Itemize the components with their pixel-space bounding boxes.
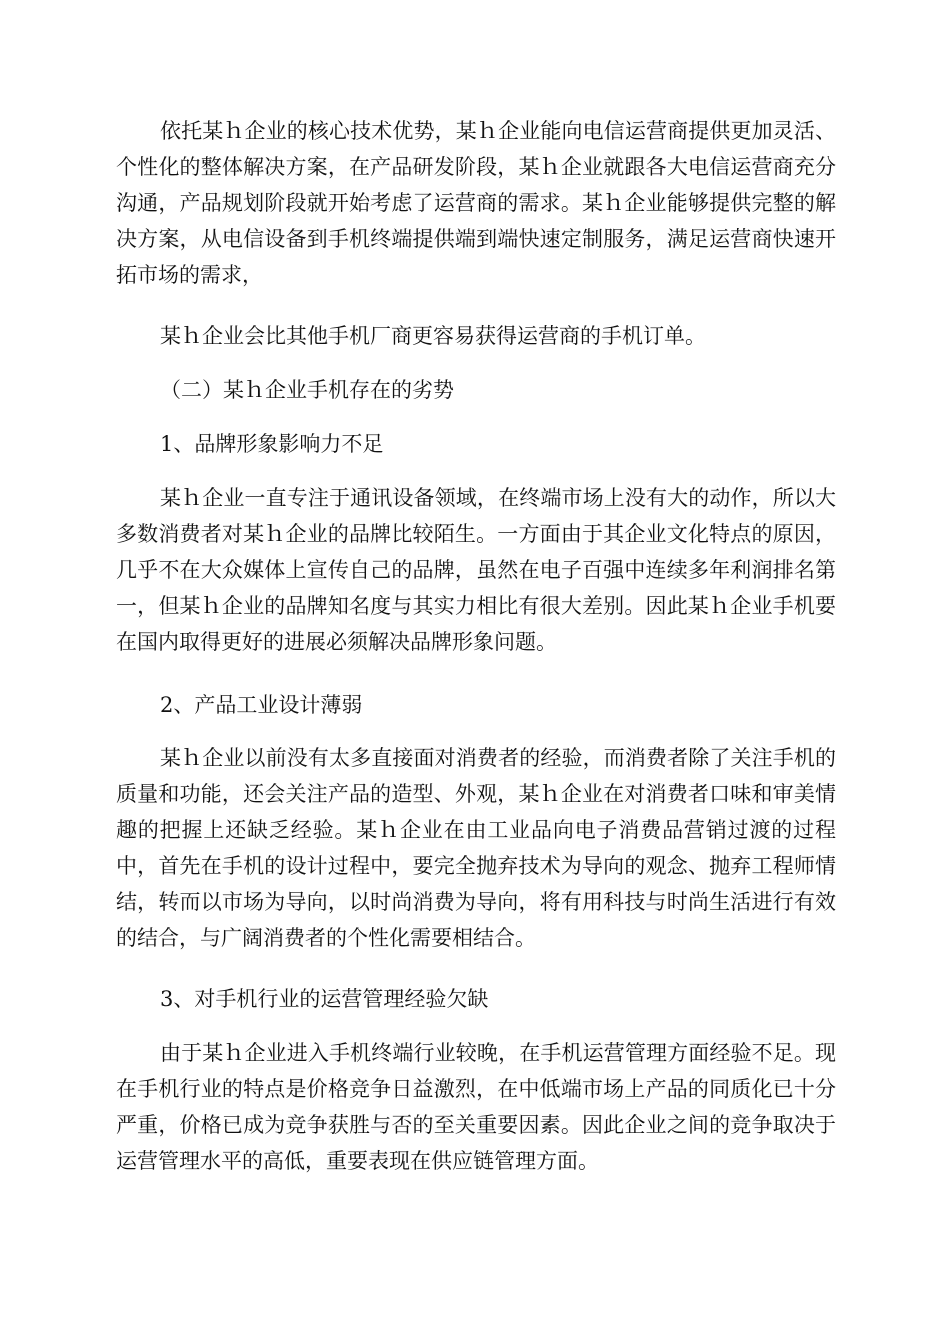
subheading-industrial-design: 2、产品工业设计薄弱 <box>160 693 363 717</box>
paragraph-industrial-design: 某ｈ企业以前没有太多直接面对消费者的经验，而消费者除了关注手机的质量和功能，还会关注产品的造型、外观，某ｈ企业在对消费者口味和审美情趣的把握上还缺乏经验。某ｈ企业在由工业品向电子消费品营销过渡的过程中，首先在手机的设计过程中，要完全抛弃技术为导向的观念、抛弃工程师情结，转而以市场为导向，以时尚消费为导向，将有用科技与时尚生活进行有效的结合，与广阔消费者的个性化需要相结合。 <box>116 746 836 950</box>
paragraph-tech-advantage: 依托某ｈ企业的核心技术优势，某ｈ企业能向电信运营商提供更加灵活、个性化的整体解决方案，在产品研发阶段，某ｈ企业就跟各大电信运营商充分沟通，产品规划阶段就开始考虑了运营商的需求。某ｈ企业能够提供完整的解决方案，从电信设备到手机终端提供端到端快速定制服务，满足运营商快速开拓市场的需求， <box>116 119 836 287</box>
paragraph-brand-image: 某ｈ企业一直专注于通讯设备领域，在终端市场上没有大的动作，所以大多数消费者对某ｈ企业的品牌比较陌生。一方面由于其企业文化特点的原因，几乎不在大众媒体上宣传自己的品牌，虽然在电子百强中连续多年利润排名第一，但某ｈ企业的品牌知名度与其实力相比有很大差别。因此某ｈ企业手机要在国内取得更好的进展必须解决品牌形象问题。 <box>116 486 836 654</box>
paragraph-operation-management: 由于某ｈ企业进入手机终端行业较晚，在手机运营管理方面经验不足。现在手机行业的特点是价格竞争日益激烈，在中低端市场上产品的同质化已十分严重，价格已成为竞争获胜与否的至关重要因素。因此企业之间的竞争取决于运营管理水平的高低，重要表现在供应链管理方面。 <box>116 1041 836 1173</box>
paragraph-operator-orders: 某ｈ企业会比其他手机厂商更容易获得运营商的手机订单。 <box>160 324 706 348</box>
subheading-brand-image: 1、品牌形象影响力不足 <box>160 432 384 456</box>
subheading-operation-management: 3、对手机行业的运营管理经验欠缺 <box>160 987 489 1011</box>
section-heading-disadvantages: （二）某ｈ企业手机存在的劣势 <box>160 378 454 402</box>
